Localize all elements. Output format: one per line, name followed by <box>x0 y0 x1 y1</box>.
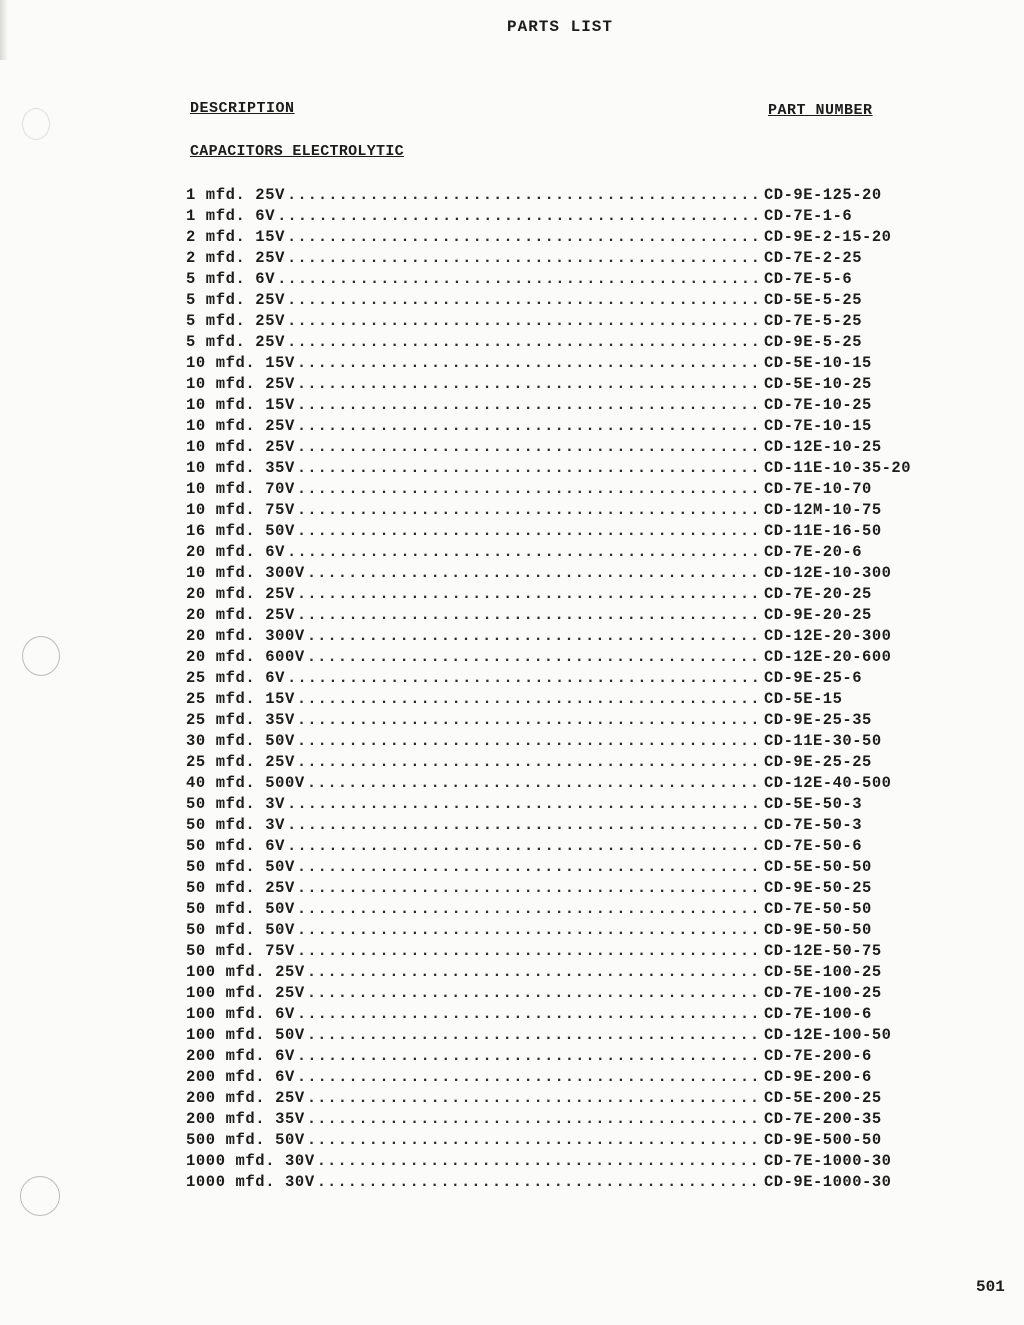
page-number: 501 <box>976 1278 1005 1296</box>
dot-leader <box>287 836 762 857</box>
list-item <box>186 857 946 878</box>
item-part-number: CD-7E-200-35 <box>764 1110 882 1128</box>
dot-leader <box>287 290 762 311</box>
parts-list <box>186 185 946 1193</box>
item-description: 500 mfd. 50V <box>186 1131 305 1149</box>
dot-leader <box>297 500 762 521</box>
item-description: 50 mfd. 50V <box>186 858 295 876</box>
dot-leader <box>307 1025 762 1046</box>
part-number-column-header: PART NUMBER <box>768 102 873 119</box>
item-description: 40 mfd. 500V <box>186 774 305 792</box>
dot-leader <box>287 668 762 689</box>
list-item <box>186 1088 946 1109</box>
dot-leader <box>307 1109 762 1130</box>
list-item <box>186 1004 946 1025</box>
item-description: 10 mfd. 75V <box>186 501 295 519</box>
dot-leader <box>297 1004 762 1025</box>
item-description: 200 mfd. 6V <box>186 1068 295 1086</box>
item-description: 10 mfd. 300V <box>186 564 305 582</box>
item-part-number: CD-12E-20-600 <box>764 648 892 666</box>
list-item <box>186 962 946 983</box>
item-part-number: CD-7E-20-25 <box>764 585 872 603</box>
item-part-number: CD-7E-5-6 <box>764 270 853 288</box>
dot-leader <box>297 395 762 416</box>
item-part-number: CD-12E-100-50 <box>764 1026 892 1044</box>
item-description: 25 mfd. 6V <box>186 669 286 687</box>
dot-leader <box>307 962 762 983</box>
item-part-number: CD-7E-100-6 <box>764 1005 872 1023</box>
list-item <box>186 689 946 710</box>
item-description: 20 mfd. 300V <box>186 627 305 645</box>
list-item <box>186 332 946 353</box>
list-item <box>186 731 946 752</box>
item-description: 50 mfd. 50V <box>186 921 295 939</box>
list-item <box>186 185 946 206</box>
punch-hole-mark <box>22 108 50 140</box>
list-item <box>186 584 946 605</box>
item-description: 50 mfd. 3V <box>186 795 286 813</box>
dot-leader <box>297 1067 762 1088</box>
list-item <box>186 248 946 269</box>
punch-hole-mark <box>22 636 60 676</box>
dot-leader <box>297 857 762 878</box>
item-part-number: CD-5E-200-25 <box>764 1089 882 1107</box>
dot-leader <box>307 563 762 584</box>
list-item <box>186 563 946 584</box>
dot-leader <box>297 584 762 605</box>
item-part-number: CD-7E-100-25 <box>764 984 882 1002</box>
list-item <box>186 815 946 836</box>
item-description: 5 mfd. 25V <box>186 333 286 351</box>
dot-leader <box>297 479 762 500</box>
item-part-number: CD-5E-100-25 <box>764 963 882 981</box>
item-description: 50 mfd. 25V <box>186 879 295 897</box>
dot-leader <box>297 353 762 374</box>
item-description: 10 mfd. 15V <box>186 354 295 372</box>
list-item <box>186 269 946 290</box>
list-item <box>186 311 946 332</box>
item-description: 25 mfd. 25V <box>186 753 295 771</box>
item-part-number: CD-12E-40-500 <box>764 774 892 792</box>
item-description: 10 mfd. 25V <box>186 417 295 435</box>
dot-leader <box>317 1151 762 1172</box>
item-description: 10 mfd. 35V <box>186 459 295 477</box>
list-item <box>186 542 946 563</box>
item-description: 2 mfd. 25V <box>186 249 286 267</box>
dot-leader <box>287 311 762 332</box>
item-description: 30 mfd. 50V <box>186 732 295 750</box>
item-description: 100 mfd. 50V <box>186 1026 305 1044</box>
list-item <box>186 941 946 962</box>
dot-leader <box>297 941 762 962</box>
list-item <box>186 752 946 773</box>
item-part-number: CD-12E-50-75 <box>764 942 882 960</box>
section-heading: CAPACITORS ELECTROLYTIC <box>190 143 404 160</box>
item-description: 1 mfd. 6V <box>186 207 276 225</box>
item-part-number: CD-9E-50-50 <box>764 921 872 939</box>
item-description: 50 mfd. 75V <box>186 942 295 960</box>
item-description: 20 mfd. 25V <box>186 606 295 624</box>
item-part-number: CD-9E-5-25 <box>764 333 863 351</box>
list-item <box>186 290 946 311</box>
item-description: 1 mfd. 25V <box>186 186 286 204</box>
dot-leader <box>287 794 762 815</box>
item-description: 20 mfd. 6V <box>186 543 286 561</box>
list-item <box>186 1151 946 1172</box>
item-description: 20 mfd. 25V <box>186 585 295 603</box>
item-part-number: CD-7E-20-6 <box>764 543 863 561</box>
item-description: 25 mfd. 35V <box>186 711 295 729</box>
list-item <box>186 836 946 857</box>
list-item <box>186 479 946 500</box>
item-description: 50 mfd. 50V <box>186 900 295 918</box>
item-description: 100 mfd. 25V <box>186 984 305 1002</box>
item-description: 200 mfd. 25V <box>186 1089 305 1107</box>
item-description: 20 mfd. 600V <box>186 648 305 666</box>
list-item <box>186 794 946 815</box>
item-part-number: CD-7E-200-6 <box>764 1047 872 1065</box>
item-part-number: CD-7E-50-3 <box>764 816 863 834</box>
item-part-number: CD-9E-25-35 <box>764 711 872 729</box>
item-description: 100 mfd. 6V <box>186 1005 295 1023</box>
dot-leader <box>307 1130 762 1151</box>
dot-leader <box>297 899 762 920</box>
item-part-number: CD-5E-10-25 <box>764 375 872 393</box>
item-part-number: CD-12E-10-300 <box>764 564 892 582</box>
item-description: 16 mfd. 50V <box>186 522 295 540</box>
item-description: 5 mfd. 25V <box>186 291 286 309</box>
item-description: 5 mfd. 25V <box>186 312 286 330</box>
list-item <box>186 605 946 626</box>
item-part-number: CD-9E-20-25 <box>764 606 872 624</box>
dot-leader <box>307 1088 762 1109</box>
dot-leader <box>297 521 762 542</box>
dot-leader <box>317 1172 762 1193</box>
item-description: 10 mfd. 70V <box>186 480 295 498</box>
item-part-number: CD-7E-1-6 <box>764 207 853 225</box>
item-description: 25 mfd. 15V <box>186 690 295 708</box>
item-part-number: CD-7E-50-6 <box>764 837 863 855</box>
item-part-number: CD-7E-5-25 <box>764 312 863 330</box>
dot-leader <box>297 731 762 752</box>
dot-leader <box>297 416 762 437</box>
item-part-number: CD-12E-10-25 <box>764 438 882 456</box>
item-part-number: CD-7E-2-25 <box>764 249 863 267</box>
dot-leader <box>287 332 762 353</box>
item-description: 2 mfd. 15V <box>186 228 286 246</box>
dot-leader <box>287 248 762 269</box>
list-item <box>186 899 946 920</box>
dot-leader <box>287 815 762 836</box>
list-item <box>186 437 946 458</box>
item-description: 5 mfd. 6V <box>186 270 276 288</box>
list-item <box>186 773 946 794</box>
item-part-number: CD-11E-16-50 <box>764 522 882 540</box>
dot-leader <box>287 185 762 206</box>
list-item <box>186 416 946 437</box>
item-part-number: CD-5E-5-25 <box>764 291 863 309</box>
item-part-number: CD-9E-200-6 <box>764 1068 872 1086</box>
list-item <box>186 1046 946 1067</box>
item-part-number: CD-9E-1000-30 <box>764 1173 892 1191</box>
item-part-number: CD-5E-15 <box>764 690 843 708</box>
dot-leader <box>297 878 762 899</box>
item-description: 10 mfd. 15V <box>186 396 295 414</box>
item-part-number: CD-11E-30-50 <box>764 732 882 750</box>
list-item <box>186 668 946 689</box>
dot-leader <box>307 626 762 647</box>
item-part-number: CD-9E-2-15-20 <box>764 228 892 246</box>
dot-leader <box>297 689 762 710</box>
list-item <box>186 647 946 668</box>
list-item <box>186 374 946 395</box>
item-part-number: CD-9E-125-20 <box>764 186 882 204</box>
item-part-number: CD-5E-50-50 <box>764 858 872 876</box>
item-part-number: CD-5E-50-3 <box>764 795 863 813</box>
list-item <box>186 626 946 647</box>
list-item <box>186 1172 946 1193</box>
item-part-number: CD-9E-500-50 <box>764 1131 882 1149</box>
dot-leader <box>297 1046 762 1067</box>
dot-leader <box>277 269 762 290</box>
dot-leader <box>287 542 762 563</box>
item-part-number: CD-9E-25-6 <box>764 669 863 687</box>
dot-leader <box>297 437 762 458</box>
item-description: 10 mfd. 25V <box>186 438 295 456</box>
item-part-number: CD-7E-10-15 <box>764 417 872 435</box>
item-description: 200 mfd. 35V <box>186 1110 305 1128</box>
dot-leader <box>277 206 762 227</box>
item-description: 1000 mfd. 30V <box>186 1152 315 1170</box>
item-part-number: CD-12M-10-75 <box>764 501 882 519</box>
dot-leader <box>297 374 762 395</box>
item-description: 10 mfd. 25V <box>186 375 295 393</box>
list-item <box>186 920 946 941</box>
dot-leader <box>307 983 762 1004</box>
list-item <box>186 395 946 416</box>
list-item <box>186 878 946 899</box>
list-item <box>186 983 946 1004</box>
list-item <box>186 1130 946 1151</box>
list-item <box>186 710 946 731</box>
dot-leader <box>297 458 762 479</box>
list-item <box>186 458 946 479</box>
item-part-number: CD-7E-1000-30 <box>764 1152 892 1170</box>
item-part-number: CD-7E-50-50 <box>764 900 872 918</box>
item-part-number: CD-11E-10-35-20 <box>764 459 912 477</box>
list-item <box>186 500 946 521</box>
item-part-number: CD-9E-50-25 <box>764 879 872 897</box>
list-item <box>186 206 946 227</box>
dot-leader <box>287 227 762 248</box>
item-part-number: CD-7E-10-70 <box>764 480 872 498</box>
list-item <box>186 1109 946 1130</box>
item-description: 50 mfd. 6V <box>186 837 286 855</box>
item-part-number: CD-5E-10-15 <box>764 354 872 372</box>
dot-leader <box>297 710 762 731</box>
list-item <box>186 353 946 374</box>
dot-leader <box>307 773 762 794</box>
dot-leader <box>297 752 762 773</box>
punch-hole-mark <box>20 1176 60 1216</box>
item-description: 1000 mfd. 30V <box>186 1173 315 1191</box>
dot-leader <box>297 920 762 941</box>
item-description: 100 mfd. 25V <box>186 963 305 981</box>
page-title: PARTS LIST <box>506 18 613 36</box>
item-description: 50 mfd. 3V <box>186 816 286 834</box>
description-column-header: DESCRIPTION <box>190 100 295 117</box>
item-part-number: CD-7E-10-25 <box>764 396 872 414</box>
list-item <box>186 521 946 542</box>
item-description: 200 mfd. 6V <box>186 1047 295 1065</box>
list-item <box>186 1067 946 1088</box>
dot-leader <box>307 647 762 668</box>
list-item <box>186 227 946 248</box>
list-item <box>186 1025 946 1046</box>
item-part-number: CD-12E-20-300 <box>764 627 892 645</box>
item-part-number: CD-9E-25-25 <box>764 753 872 771</box>
dot-leader <box>297 605 762 626</box>
